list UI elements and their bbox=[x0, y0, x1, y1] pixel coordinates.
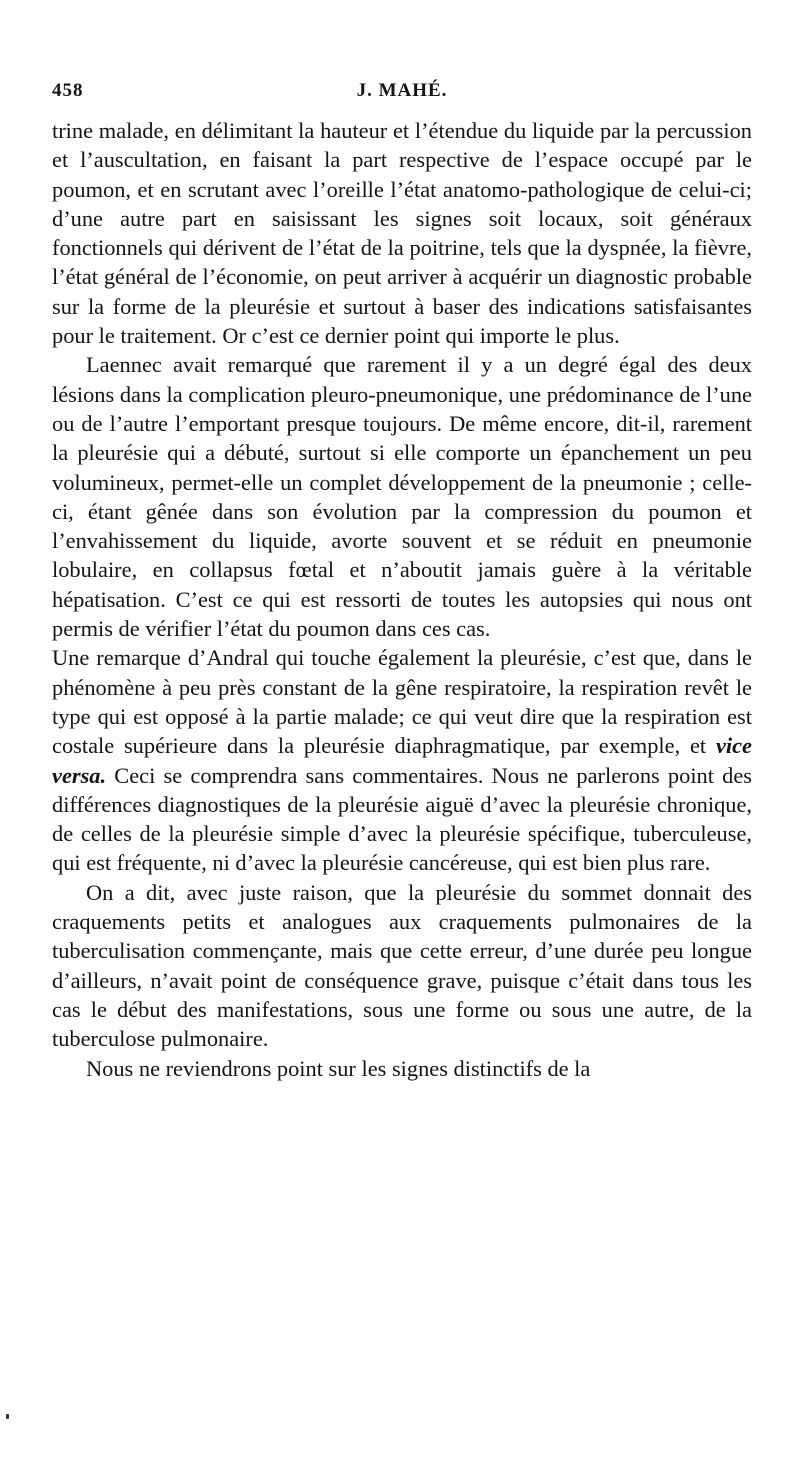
paragraph-2: Laennec avait remarqué que rarement il y a un degré égal des deux lésions dans la complication pleuro-pneumonique, une prédominance de l’une ou de l’autre l’emportant presque toujours. De même encore, dit-il, rarement la pleurésie qui a débuté, surtout si elle comporte un épanchement un peu volumineux, permet-elle un complet développement de la pneumonie ; celle-ci, étant gênée dans son évolution par la compression du poumon et l’envahissement du liquide, avorte souvent et se réduit en pneumonie lobulaire, en collapsus fœtal et n’aboutit jamais guère à la véritable hépatisation. C’est ce qui est ressorti de toutes les autopsies qui nous ont permis de vérifier l’état du poumon dans ces cas. bbox=[52, 352, 752, 642]
paragraph-1: trine malade, en délimitant la hauteur et l’étendue du liquide par la percussion et l’auscultation, en faisant la part respective de l’espace occupé par le poumon, et en scrutant avec l’oreille l’état anatomo-pathologique de celui-ci; d’une autre part en saisissant les signes soit locaux, soit généraux fonctionnels qui dérivent de l’état de la poitrine, tels que la dyspnée, la fièvre, l’état général de l’économie, on peut arriver à acquérir un diagnostic probable sur la forme de la pleurésie et surtout à baser des indications satisfaisantes pour le traitement. Or c’est ce dernier point qui importe le plus. bbox=[52, 118, 752, 349]
paragraph-3-emphasis: vice versa. bbox=[52, 733, 752, 788]
paragraph-4: On a dit, avec juste raison, que la pleurésie du sommet donnait des craquements petits et analogues aux craquements pulmonaires de la tuberculisation commençante, mais que cette erreur, d’une durée peu longue d’ailleurs, n’avait point de conséquence grave, puisque c’était dans tous les cas le début des manifestations, sous une forme ou sous une autre, de la tuberculose pulmonaire. bbox=[52, 879, 752, 1052]
margin-speck bbox=[6, 1414, 9, 1419]
body-text bbox=[52, 116, 752, 1083]
page-header bbox=[52, 80, 752, 108]
page-number: 458 bbox=[52, 80, 84, 101]
running-head: J. MAHÉ. bbox=[356, 80, 448, 101]
paragraph-3-text-after: Ceci se comprendra sans commentaires. Nous ne parlerons point des différences diagnostiques de la pleurésie aiguë d’avec la pleurésie chronique, de celles de la pleurésie simple d’avec la pleurésie spécifique, tuberculeuse, qui est fréquente, ni d’avec la pleurésie cancéreuse, qui est bien plus rare. bbox=[52, 762, 752, 876]
paragraph-3-text-before: Une remarque d’Andral qui touche également la pleurésie, c’est que, dans le phénomène à peu près constant de la gêne respiratoire, la respiration revêt le type qui est opposé à la partie malade; ce qui veut dire que la respiration est costale supérieure dans la pleurésie diaphragmatique, par exemple, et bbox=[52, 645, 752, 759]
paragraph-3 bbox=[52, 643, 752, 877]
paragraph-5: Nous ne reviendrons point sur les signes distinctifs de la bbox=[86, 1055, 591, 1081]
